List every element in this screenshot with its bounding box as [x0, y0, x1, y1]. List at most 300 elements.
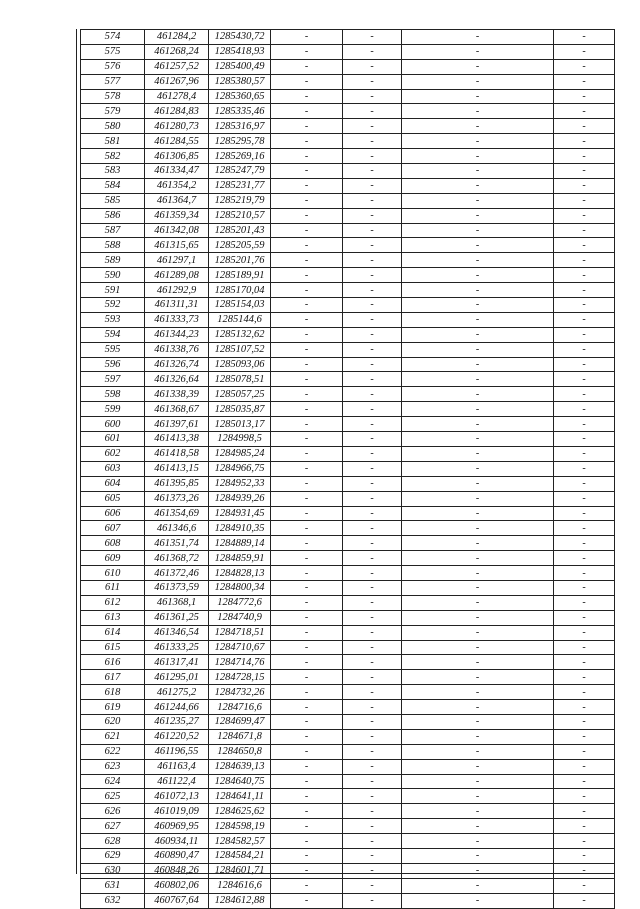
y-coordinate-cell: 1285360,65: [209, 89, 271, 104]
x-coordinate-cell: 461326,74: [145, 357, 209, 372]
col5-cell: -: [343, 417, 402, 432]
col6-cell: -: [402, 863, 554, 878]
x-coordinate-cell: 461333,73: [145, 312, 209, 327]
col7-cell: -: [554, 134, 615, 149]
col7-cell: -: [554, 625, 615, 640]
col5-cell: -: [343, 536, 402, 551]
table-row: [81, 819, 615, 834]
col7-cell: -: [554, 432, 615, 447]
table-row: [81, 640, 615, 655]
col7-cell: -: [554, 774, 615, 789]
col4-cell: -: [271, 819, 343, 834]
col7-cell: -: [554, 804, 615, 819]
col6-cell: -: [402, 759, 554, 774]
table-row: [81, 342, 615, 357]
y-coordinate-cell: 1285170,04: [209, 283, 271, 298]
point-number-cell: 600: [81, 417, 145, 432]
y-coordinate-cell: 1284998,5: [209, 432, 271, 447]
col4-cell: -: [271, 119, 343, 134]
col6-cell: -: [402, 521, 554, 536]
col7-cell: -: [554, 44, 615, 59]
y-coordinate-cell: 1284828,13: [209, 566, 271, 581]
table-row: [81, 744, 615, 759]
y-coordinate-cell: 1284598,19: [209, 819, 271, 834]
col7-cell: -: [554, 700, 615, 715]
point-number-cell: 588: [81, 238, 145, 253]
point-number-cell: 590: [81, 268, 145, 283]
col6-cell: -: [402, 253, 554, 268]
col4-cell: -: [271, 223, 343, 238]
point-number-cell: 611: [81, 580, 145, 595]
col6-cell: -: [402, 714, 554, 729]
col6-cell: -: [402, 566, 554, 581]
x-coordinate-cell: 461342,08: [145, 223, 209, 238]
table-row: [81, 193, 615, 208]
table-row: [81, 89, 615, 104]
col4-cell: -: [271, 566, 343, 581]
point-number-cell: 591: [81, 283, 145, 298]
point-number-cell: 623: [81, 759, 145, 774]
col5-cell: -: [343, 104, 402, 119]
table-body: [81, 30, 615, 909]
col5-cell: -: [343, 178, 402, 193]
x-coordinate-cell: 461334,47: [145, 164, 209, 179]
col6-cell: -: [402, 89, 554, 104]
col7-cell: -: [554, 312, 615, 327]
y-coordinate-cell: 1284714,76: [209, 655, 271, 670]
y-coordinate-cell: 1285201,76: [209, 253, 271, 268]
col6-cell: -: [402, 44, 554, 59]
col4-cell: -: [271, 149, 343, 164]
col5-cell: -: [343, 878, 402, 893]
col5-cell: -: [343, 759, 402, 774]
col6-cell: -: [402, 164, 554, 179]
y-coordinate-cell: 1284612,88: [209, 893, 271, 908]
table-row: [81, 551, 615, 566]
col6-cell: -: [402, 149, 554, 164]
col4-cell: -: [271, 744, 343, 759]
y-coordinate-cell: 1285144,6: [209, 312, 271, 327]
col5-cell: -: [343, 893, 402, 908]
table-row: [81, 834, 615, 849]
y-coordinate-cell: 1285430,72: [209, 30, 271, 45]
point-number-cell: 619: [81, 700, 145, 715]
col6-cell: -: [402, 551, 554, 566]
col5-cell: -: [343, 834, 402, 849]
col7-cell: -: [554, 223, 615, 238]
col5-cell: -: [343, 744, 402, 759]
table-row: [81, 566, 615, 581]
y-coordinate-cell: 1284732,26: [209, 685, 271, 700]
x-coordinate-cell: 461338,76: [145, 342, 209, 357]
x-coordinate-cell: 460767,64: [145, 893, 209, 908]
table-row: [81, 327, 615, 342]
x-coordinate-cell: 461351,74: [145, 536, 209, 551]
table-row: [81, 417, 615, 432]
col7-cell: -: [554, 551, 615, 566]
col5-cell: -: [343, 521, 402, 536]
col7-cell: -: [554, 893, 615, 908]
col7-cell: -: [554, 878, 615, 893]
point-number-cell: 595: [81, 342, 145, 357]
col7-cell: -: [554, 506, 615, 521]
col5-cell: -: [343, 670, 402, 685]
x-coordinate-cell: 461364,7: [145, 193, 209, 208]
y-coordinate-cell: 1284952,33: [209, 476, 271, 491]
point-number-cell: 615: [81, 640, 145, 655]
col7-cell: -: [554, 372, 615, 387]
col7-cell: -: [554, 834, 615, 849]
col7-cell: -: [554, 178, 615, 193]
col5-cell: -: [343, 253, 402, 268]
point-number-cell: 578: [81, 89, 145, 104]
table-row: [81, 461, 615, 476]
col4-cell: -: [271, 193, 343, 208]
col5-cell: -: [343, 193, 402, 208]
point-number-cell: 579: [81, 104, 145, 119]
col5-cell: -: [343, 357, 402, 372]
col6-cell: -: [402, 417, 554, 432]
col6-cell: -: [402, 387, 554, 402]
col7-cell: -: [554, 863, 615, 878]
point-number-cell: 603: [81, 461, 145, 476]
col6-cell: -: [402, 491, 554, 506]
y-coordinate-cell: 1284625,62: [209, 804, 271, 819]
col7-cell: -: [554, 476, 615, 491]
table-row: [81, 357, 615, 372]
y-coordinate-cell: 1285132,62: [209, 327, 271, 342]
col6-cell: -: [402, 119, 554, 134]
x-coordinate-cell: 461368,1: [145, 595, 209, 610]
point-number-cell: 584: [81, 178, 145, 193]
col5-cell: -: [343, 789, 402, 804]
table-row: [81, 685, 615, 700]
col7-cell: -: [554, 283, 615, 298]
point-number-cell: 602: [81, 446, 145, 461]
col5-cell: -: [343, 848, 402, 863]
x-coordinate-cell: 461326,64: [145, 372, 209, 387]
point-number-cell: 606: [81, 506, 145, 521]
col6-cell: -: [402, 74, 554, 89]
col5-cell: -: [343, 312, 402, 327]
table-row: [81, 104, 615, 119]
col4-cell: -: [271, 700, 343, 715]
table-row: [81, 446, 615, 461]
col6-cell: -: [402, 610, 554, 625]
x-coordinate-cell: 461346,6: [145, 521, 209, 536]
col6-cell: -: [402, 193, 554, 208]
y-coordinate-cell: 1284939,26: [209, 491, 271, 506]
col5-cell: -: [343, 863, 402, 878]
col4-cell: -: [271, 506, 343, 521]
col4-cell: -: [271, 402, 343, 417]
col7-cell: -: [554, 193, 615, 208]
y-coordinate-cell: 1285295,78: [209, 134, 271, 149]
point-number-cell: 612: [81, 595, 145, 610]
col6-cell: -: [402, 432, 554, 447]
y-coordinate-cell: 1284640,75: [209, 774, 271, 789]
col7-cell: -: [554, 536, 615, 551]
col5-cell: -: [343, 432, 402, 447]
table-row: [81, 223, 615, 238]
y-coordinate-cell: 1285205,59: [209, 238, 271, 253]
point-number-cell: 627: [81, 819, 145, 834]
table-row: [81, 714, 615, 729]
col7-cell: -: [554, 670, 615, 685]
y-coordinate-cell: 1284966,75: [209, 461, 271, 476]
x-coordinate-cell: 461268,24: [145, 44, 209, 59]
point-number-cell: 610: [81, 566, 145, 581]
table-row: [81, 30, 615, 45]
x-coordinate-cell: 461275,2: [145, 685, 209, 700]
col4-cell: -: [271, 729, 343, 744]
table-row: [81, 670, 615, 685]
col6-cell: -: [402, 580, 554, 595]
y-coordinate-cell: 1285154,03: [209, 298, 271, 313]
col6-cell: -: [402, 744, 554, 759]
col6-cell: -: [402, 506, 554, 521]
point-number-cell: 631: [81, 878, 145, 893]
col7-cell: -: [554, 357, 615, 372]
coordinates-table: [80, 29, 615, 909]
point-number-cell: 604: [81, 476, 145, 491]
point-number-cell: 589: [81, 253, 145, 268]
y-coordinate-cell: 1284910,35: [209, 521, 271, 536]
table-row: [81, 700, 615, 715]
col5-cell: -: [343, 134, 402, 149]
col4-cell: -: [271, 536, 343, 551]
col7-cell: -: [554, 640, 615, 655]
col4-cell: -: [271, 387, 343, 402]
col7-cell: -: [554, 655, 615, 670]
point-number-cell: 586: [81, 208, 145, 223]
col5-cell: -: [343, 700, 402, 715]
point-number-cell: 585: [81, 193, 145, 208]
col7-cell: -: [554, 74, 615, 89]
table-row: [81, 789, 615, 804]
col7-cell: -: [554, 89, 615, 104]
col5-cell: -: [343, 342, 402, 357]
table-row: [81, 521, 615, 536]
col4-cell: -: [271, 164, 343, 179]
col6-cell: -: [402, 30, 554, 45]
table-row: [81, 491, 615, 506]
table-row: [81, 134, 615, 149]
col7-cell: -: [554, 238, 615, 253]
x-coordinate-cell: 461244,66: [145, 700, 209, 715]
y-coordinate-cell: 1285035,87: [209, 402, 271, 417]
y-coordinate-cell: 1285013,17: [209, 417, 271, 432]
x-coordinate-cell: 461395,85: [145, 476, 209, 491]
col7-cell: -: [554, 104, 615, 119]
y-coordinate-cell: 1285231,77: [209, 178, 271, 193]
table-row: [81, 893, 615, 908]
col4-cell: -: [271, 432, 343, 447]
y-coordinate-cell: 1285418,93: [209, 44, 271, 59]
col7-cell: -: [554, 789, 615, 804]
col7-cell: -: [554, 595, 615, 610]
table-row: [81, 208, 615, 223]
col4-cell: -: [271, 789, 343, 804]
col4-cell: -: [271, 208, 343, 223]
y-coordinate-cell: 1285107,52: [209, 342, 271, 357]
point-number-cell: 581: [81, 134, 145, 149]
x-coordinate-cell: 461295,01: [145, 670, 209, 685]
x-coordinate-cell: 461122,4: [145, 774, 209, 789]
y-coordinate-cell: 1284671,8: [209, 729, 271, 744]
col7-cell: -: [554, 387, 615, 402]
table-row: [81, 312, 615, 327]
col7-cell: -: [554, 59, 615, 74]
col5-cell: -: [343, 551, 402, 566]
col5-cell: -: [343, 119, 402, 134]
point-number-cell: 632: [81, 893, 145, 908]
table-row: [81, 119, 615, 134]
table-row: [81, 774, 615, 789]
col4-cell: -: [271, 625, 343, 640]
x-coordinate-cell: 461297,1: [145, 253, 209, 268]
col7-cell: -: [554, 759, 615, 774]
table-row: [81, 268, 615, 283]
x-coordinate-cell: 461257,52: [145, 59, 209, 74]
table-row: [81, 848, 615, 863]
col7-cell: -: [554, 402, 615, 417]
table-row: [81, 759, 615, 774]
col4-cell: -: [271, 446, 343, 461]
point-number-cell: 608: [81, 536, 145, 551]
y-coordinate-cell: 1284716,6: [209, 700, 271, 715]
x-coordinate-cell: 461278,4: [145, 89, 209, 104]
x-coordinate-cell: 461354,69: [145, 506, 209, 521]
col7-cell: -: [554, 491, 615, 506]
col4-cell: -: [271, 759, 343, 774]
x-coordinate-cell: 461306,85: [145, 149, 209, 164]
point-number-cell: 616: [81, 655, 145, 670]
col4-cell: -: [271, 580, 343, 595]
col6-cell: -: [402, 283, 554, 298]
point-number-cell: 582: [81, 149, 145, 164]
col7-cell: -: [554, 685, 615, 700]
y-coordinate-cell: 1285078,51: [209, 372, 271, 387]
col4-cell: -: [271, 253, 343, 268]
x-coordinate-cell: 461333,25: [145, 640, 209, 655]
table-left-border: [76, 29, 77, 874]
x-coordinate-cell: 461284,55: [145, 134, 209, 149]
col5-cell: -: [343, 74, 402, 89]
col5-cell: -: [343, 491, 402, 506]
col4-cell: -: [271, 476, 343, 491]
col6-cell: -: [402, 446, 554, 461]
x-coordinate-cell: 460969,95: [145, 819, 209, 834]
x-coordinate-cell: 461372,46: [145, 566, 209, 581]
col7-cell: -: [554, 253, 615, 268]
col5-cell: -: [343, 283, 402, 298]
col5-cell: -: [343, 595, 402, 610]
col4-cell: -: [271, 134, 343, 149]
point-number-cell: 580: [81, 119, 145, 134]
x-coordinate-cell: 461317,41: [145, 655, 209, 670]
y-coordinate-cell: 1284772,6: [209, 595, 271, 610]
col7-cell: -: [554, 327, 615, 342]
col6-cell: -: [402, 357, 554, 372]
col5-cell: -: [343, 268, 402, 283]
y-coordinate-cell: 1284889,14: [209, 536, 271, 551]
col7-cell: -: [554, 298, 615, 313]
x-coordinate-cell: 461368,72: [145, 551, 209, 566]
y-coordinate-cell: 1285335,46: [209, 104, 271, 119]
table-row: [81, 432, 615, 447]
table-row: [81, 863, 615, 878]
x-coordinate-cell: 461338,39: [145, 387, 209, 402]
point-number-cell: 598: [81, 387, 145, 402]
col4-cell: -: [271, 685, 343, 700]
x-coordinate-cell: 461072,13: [145, 789, 209, 804]
col6-cell: -: [402, 268, 554, 283]
col5-cell: -: [343, 640, 402, 655]
col5-cell: -: [343, 89, 402, 104]
col7-cell: -: [554, 566, 615, 581]
table-row: [81, 253, 615, 268]
y-coordinate-cell: 1285201,43: [209, 223, 271, 238]
y-coordinate-cell: 1284584,21: [209, 848, 271, 863]
point-number-cell: 620: [81, 714, 145, 729]
col4-cell: -: [271, 610, 343, 625]
col4-cell: -: [271, 298, 343, 313]
col4-cell: -: [271, 327, 343, 342]
x-coordinate-cell: 461368,67: [145, 402, 209, 417]
x-coordinate-cell: 461361,25: [145, 610, 209, 625]
col6-cell: -: [402, 595, 554, 610]
col5-cell: -: [343, 59, 402, 74]
y-coordinate-cell: 1285219,79: [209, 193, 271, 208]
y-coordinate-cell: 1284710,67: [209, 640, 271, 655]
col5-cell: -: [343, 44, 402, 59]
table-row: [81, 580, 615, 595]
col4-cell: -: [271, 59, 343, 74]
y-coordinate-cell: 1285093,06: [209, 357, 271, 372]
point-number-cell: 599: [81, 402, 145, 417]
table-row: [81, 298, 615, 313]
col6-cell: -: [402, 312, 554, 327]
point-number-cell: 596: [81, 357, 145, 372]
col4-cell: -: [271, 521, 343, 536]
col6-cell: -: [402, 238, 554, 253]
x-coordinate-cell: 461397,61: [145, 417, 209, 432]
y-coordinate-cell: 1285189,91: [209, 268, 271, 283]
point-number-cell: 625: [81, 789, 145, 804]
table-row: [81, 536, 615, 551]
col4-cell: -: [271, 878, 343, 893]
col7-cell: -: [554, 268, 615, 283]
col4-cell: -: [271, 238, 343, 253]
col6-cell: -: [402, 536, 554, 551]
point-number-cell: 617: [81, 670, 145, 685]
col7-cell: -: [554, 342, 615, 357]
col4-cell: -: [271, 863, 343, 878]
x-coordinate-cell: 461315,65: [145, 238, 209, 253]
col7-cell: -: [554, 461, 615, 476]
y-coordinate-cell: 1284616,6: [209, 878, 271, 893]
y-coordinate-cell: 1284601,71: [209, 863, 271, 878]
x-coordinate-cell: 461267,96: [145, 74, 209, 89]
col5-cell: -: [343, 461, 402, 476]
y-coordinate-cell: 1284985,24: [209, 446, 271, 461]
col4-cell: -: [271, 461, 343, 476]
col6-cell: -: [402, 104, 554, 119]
x-coordinate-cell: 461292,9: [145, 283, 209, 298]
point-number-cell: 626: [81, 804, 145, 819]
y-coordinate-cell: 1284582,57: [209, 834, 271, 849]
